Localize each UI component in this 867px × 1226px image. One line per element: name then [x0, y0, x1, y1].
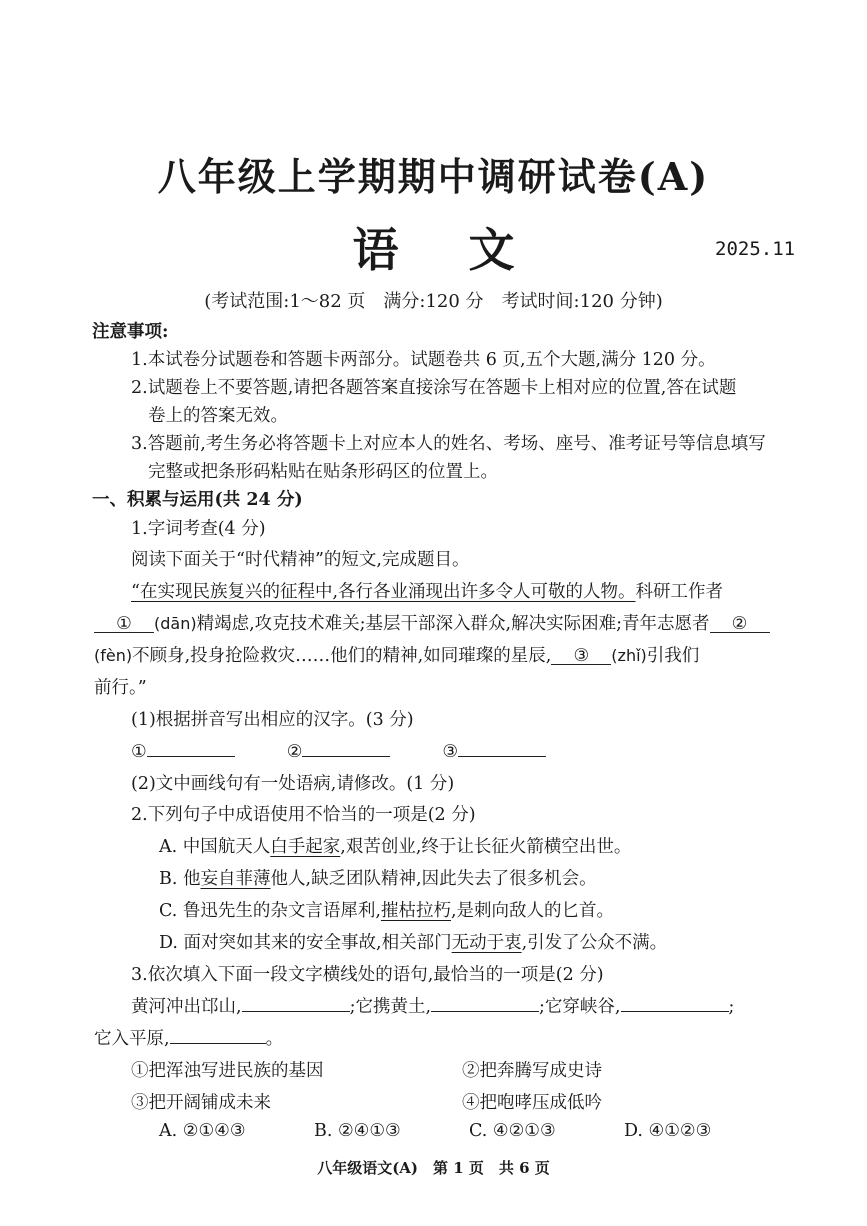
choice-b[interactable]: B. ②④①③	[314, 1121, 401, 1141]
q1-passage-line-3: (fèn)不顾身,投身抢险救灾……他们的精神,如同璀璨的星辰, ③ (zhǐ)引我们	[94, 646, 700, 666]
q2-option-a: A. 中国航天人白手起家,艰苦创业,终于让长征火箭横空出世。	[159, 837, 632, 857]
answer-blank-1[interactable]	[147, 738, 235, 757]
blank-2[interactable]: ②	[710, 614, 770, 633]
notice-item-3: 3.答题前,考生务必将答题卡上对应本人的姓名、考场、座号、准考证号等信息填写	[131, 434, 766, 454]
q3-passage-line-2: 它入平原, 。	[94, 1025, 283, 1050]
notice-heading: 注意事项:	[92, 322, 169, 342]
notice-item-1: 1.本试卷分试题卷和答题卡两部分。试题卷共 6 页,五个大题,满分 120 分。	[131, 350, 716, 370]
q3-option-1: ①把浑浊写进民族的基因	[131, 1061, 324, 1081]
q3-passage-line-1: 黄河冲出邙山, ;它携黄土, ;它穿峡谷, ;	[131, 993, 734, 1018]
page-footer: 八年级语文(A) 第 1 页 共 6 页	[317, 1159, 550, 1177]
q2-title: 2.下列句子中成语使用不恰当的一项是(2 分)	[131, 805, 476, 825]
q3-blank-3[interactable]	[621, 993, 729, 1012]
q1-passage-line-1: “在实现民族复兴的征程中,各行各业涌现出许多令人可敬的人物。科研工作者	[131, 582, 724, 602]
q1-passage-line-4: 前行。”	[94, 678, 147, 698]
answer-blank-2[interactable]	[302, 738, 390, 757]
blank-3[interactable]: ③	[551, 646, 611, 665]
q3-option-4: ④把咆哮压成低吟	[462, 1093, 602, 1113]
subject-title: 语文	[352, 223, 585, 277]
q3-title: 3.依次填入下面一段文字横线处的语句,最恰当的一项是(2 分)	[131, 965, 604, 985]
answer-blank-3[interactable]	[458, 738, 546, 757]
q1-sub-1: (1)根据拼音写出相应的汉字。(3 分)	[131, 710, 414, 730]
q1-answer-blanks: ① ② ③	[131, 738, 546, 762]
notice-item-2-cont: 卷上的答案无效。	[148, 406, 288, 426]
q3-option-2: ②把奔腾写成史诗	[462, 1061, 602, 1081]
q3-choices	[159, 1121, 779, 1141]
underlined-sentence: “在实现民族复兴的征程中,各行各业涌现出许多令人可敬的人物。	[131, 582, 636, 602]
blank-1[interactable]: ①	[94, 614, 154, 633]
section-1-heading: 一、积累与运用(共 24 分)	[92, 490, 303, 510]
exam-date: 2025.11	[715, 238, 796, 260]
q3-option-3: ③把开阔铺成未来	[131, 1093, 271, 1113]
notice-item-3-cont: 完整或把条形码粘贴在贴条形码区的位置上。	[148, 462, 498, 482]
choice-a[interactable]: A. ②①④③	[159, 1121, 246, 1141]
q1-title: 1.字词考查(4 分)	[131, 519, 266, 539]
q2-option-d: D. 面对突如其来的安全事故,相关部门无动于衷,引发了公众不满。	[159, 933, 668, 953]
exam-scope: (考试范围:1～82 页 满分:120 分 考试时间:120 分钟)	[204, 291, 663, 312]
notice-item-2: 2.试题卷上不要答题,请把各题答案直接涂写在答题卡上相对应的位置,答在试题	[131, 378, 737, 398]
q2-option-b: B. 他妄自菲薄他人,缺乏团队精神,因此失去了很多机会。	[159, 869, 597, 889]
q3-blank-4[interactable]	[170, 1025, 266, 1044]
exam-title: 八年级上学期期中调研试卷(A)	[157, 154, 710, 199]
q1-intro: 阅读下面关于“时代精神”的短文,完成题目。	[131, 550, 470, 570]
q3-blank-2[interactable]	[431, 993, 539, 1012]
choice-d[interactable]: D. ④①②③	[624, 1121, 712, 1141]
q2-option-c: C. 鲁迅先生的杂文言语犀利,摧枯拉朽,是刺向敌人的匕首。	[159, 901, 615, 921]
q1-sub-2: (2)文中画线句有一处语病,请修改。(1 分)	[131, 774, 455, 794]
choice-c[interactable]: C. ④②①③	[469, 1121, 556, 1141]
q1-passage-line-2: ① (dān)精竭虑,攻克技术难关;基层干部深入群众,解决实际困难;青年志愿者 ②	[94, 610, 770, 635]
q3-blank-1[interactable]	[242, 993, 350, 1012]
